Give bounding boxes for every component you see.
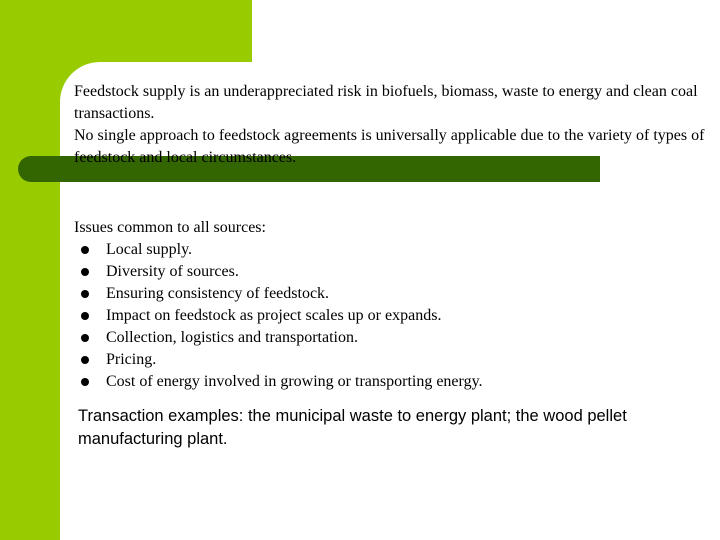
bullet-icon (81, 268, 89, 276)
list-item (74, 371, 694, 393)
list-item-label: Diversity of sources. (106, 263, 239, 280)
bullet-icon (81, 246, 89, 254)
bullet-icon (81, 378, 89, 386)
list-item (74, 239, 694, 261)
list-item-label: Ensuring consistency of feedstock. (106, 285, 330, 302)
list-item (74, 327, 694, 349)
issues-list (74, 239, 694, 393)
list-item (74, 261, 694, 283)
list-item (74, 305, 694, 327)
intro-text-block (74, 81, 710, 169)
bullet-icon (81, 334, 89, 342)
list-item (74, 283, 694, 305)
left-accent-band (0, 0, 60, 540)
transaction-examples: Transaction examples: the municipal waste to energy plant; the wood pellet manufacturing plant. (78, 407, 627, 448)
list-item-label: Pricing. (106, 351, 157, 368)
bullet-icon (81, 356, 89, 364)
list-item-label: Impact on feedstock as project scales up or expands. (106, 307, 442, 324)
top-accent-block (0, 0, 252, 62)
bullet-icon (81, 290, 89, 298)
bullet-icon (81, 312, 89, 320)
list-item-label: Local supply. (106, 241, 193, 258)
issues-section (74, 217, 694, 393)
intro-paragraph-1: Feedstock supply is an underappreciated risk in biofuels, biomass, waste to energy and clean coal transactions. (74, 83, 698, 122)
list-item-label: Collection, logistics and transportation. (106, 329, 358, 346)
list-item-label: Cost of energy involved in growing or transporting energy. (106, 373, 483, 390)
list-item (74, 349, 694, 371)
intro-paragraph-2: No single approach to feedstock agreements is universally applicable due to the variety of types of feedstock and local circumstances. (74, 127, 705, 166)
issues-title: Issues common to all sources: (74, 219, 266, 236)
